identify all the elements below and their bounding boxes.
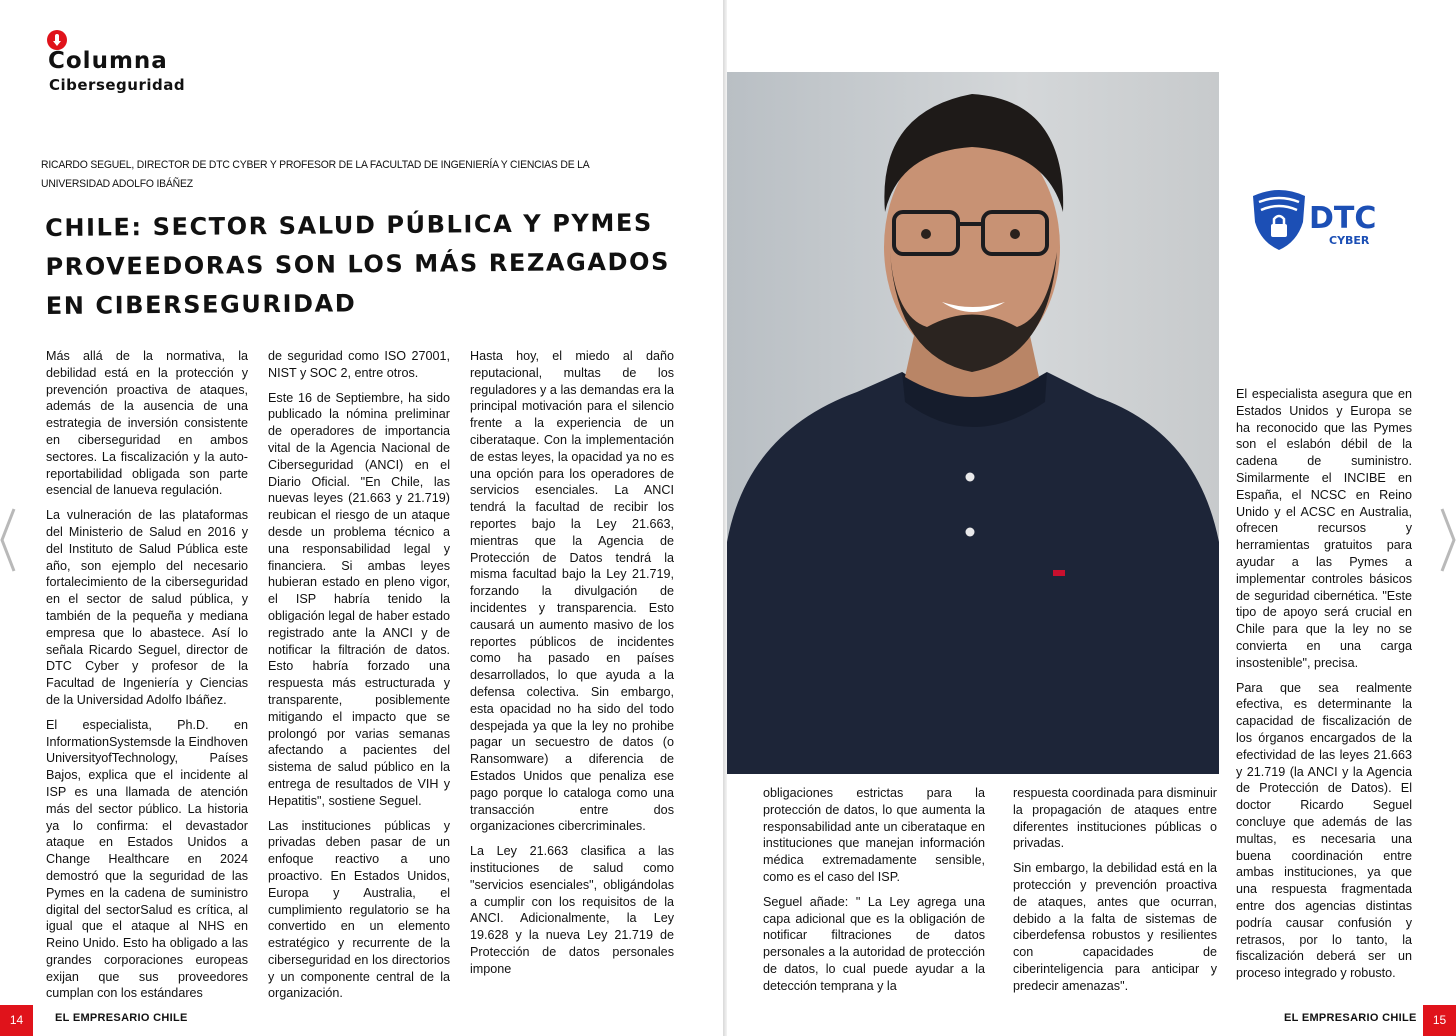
paragraph: respuesta coordinada para disminuir la propagación de ataques entre diferentes instituciones públicas o privadas. xyxy=(1013,786,1217,851)
paragraph: La Ley 21.663 clasifica a las instituciones de salud como "servicios esenciales", obligándolas a cumplir con los requisitos de la ANCI. Adicionalmente, la Ley 19.628 y la nueva Ley 21.719 de Protección de datos personales impone xyxy=(470,844,674,976)
paragraph: El especialista asegura que en Estados Unidos y Europa se ha reconocido que las Pymes son el eslabón débil de la cadena de suministro. Similarmente el INCIBE en España, el NCSC en Reino Unido y el ACSC en Australia, ofrecen recursos y herramientas gratuitos para ayudar a las Pymes a implementar controles básicos de seguridad cibernética. "Este tipo de apoyo será crucial en Chile para que la ley no se convierta en una carga insostenible", precisa. xyxy=(1236,387,1412,670)
paragraph: Más allá de la normativa, la debilidad está en la protección y prevención proactiva de ataques, además de la ausencia de una estrategia de inversión consistente en ciberseguridad en ambos sectores. La fiscalización y la auto-reportabilidad obligada son parte esencial de lanueva regulación. xyxy=(46,349,248,498)
paragraph: Para que sea realmente efectiva, es determinante la capacidad de fiscalización de los órganos encargados de la efectividad de las leyes 21.663 y 21.719 (la ANCI y la Agencia de Protección de Datos). El doctor Ricardo Seguel concluye que además de las multas, es necesaria una buena coordinación entre ambas instituciones, ya que una respuesta fragmentada entre dos agencias distintas podría causar confusión y retrasos, por lo tanto, la fiscalización deberá ser un proceso integrado y robusto. xyxy=(1236,680,1412,981)
column-title: Columna xyxy=(48,48,168,74)
column-subtitle: Ciberseguridad xyxy=(49,76,186,94)
dtc-cyber-logo xyxy=(1249,186,1389,252)
paragraph: La vulneración de las plataformas del Ministerio de Salud en 2016 y del Instituto de Salud Pública este año, son ejemplo del necesario fortalecimiento de la ciberseguridad en el sector de salud pública, y también de la pequeña y mediana empresa que lo abastece. Así lo señala Ricardo Seguel, director de DTC Cyber y profesor de la Facultad de Ingeniería y Ciencias de la Universidad Adolfo Ibáñez. xyxy=(46,508,248,707)
left-page xyxy=(0,0,723,1036)
paragraph: obligaciones estrictas para la protección de datos, lo que aumenta la responsabilidad ante un ciberataque en instituciones que manejan información médica extremadamente sensible, como es el caso del ISP. xyxy=(763,786,985,884)
paragraph: Hasta hoy, el miedo al daño reputacional, multas de los reguladores y a las demandas era la principal motivación para el silencio frente a la experiencia de un ciberataque. Con la implementación de estas leyes, la opacidad ya no es una opción para los operadores de servicios esenciales. La ANCI tendrá la facultad de recibir los reportes bajo la Ley 21.663, mientras que la Agencia de Protección de Datos tendrá la misma facultad bajo la Ley 21.719, forzando la divulgación de incidentes y transparencia. Esto causará un aumento masivo de los reportes públicos de incidentes como ha pasado en países desarrollados, lo que ayuda a la defensa colectiva. Sin embargo, esta opacidad no ha sido del todo despejada ya que la ley no prohibe pagar un secuestro de datos (o Ransomware) a diferencia de Estados Unidos que penaliza ese pago porque lo cataloga como una transacción entre dos organizaciones cibercriminales. xyxy=(470,349,674,834)
article-column-4 xyxy=(763,785,985,1003)
author-portrait-photo xyxy=(727,72,1219,774)
right-page xyxy=(727,0,1456,1036)
previous-page-arrow-icon[interactable] xyxy=(0,505,18,575)
paragraph: Sin embargo, la debilidad está en la protección y prevención proactiva de ataques, antes que ocurran, debido a la falta de sistemas de ciberdefensa robustos y resilientes con capacidades de ciberinteligencia para anticipar y predecir amenazas". xyxy=(1013,861,1217,993)
article-column-2 xyxy=(268,348,450,1010)
author-byline: RICARDO SEGUEL, DIRECTOR DE DTC CYBER Y PROFESOR DE LA FACULTAD DE INGENIERÍA Y CIENCIAS DE LA UNIVERSIDAD ADOLFO IBÁÑEZ xyxy=(41,159,589,190)
paragraph: El especialista, Ph.D. en InformationSystemsde la Eindhoven UniversityofTechnology, Países Bajos, explica que el incidente al ISP es una llamada de atención más del sector público. La historia ya lo confirma: el devastador ataque en Estados Unidos a Change Healthcare en 2024 demostró que la seguridad de las Pymes en la cadena de suministro digital del sectorSalud es crítica, al igual que el ataque al NHS en Reino Unido. Esto ha obligado a las grandes corporaciones europeas exijan que sus proveedores cumplan con los estándares xyxy=(46,717,248,1001)
paragraph: Seguel añade: " La Ley agrega una capa adicional que es la obligación de notificar filtraciones de datos personales a la autoridad de protección de datos, lo cual puede ayudar a la detección temprana y la xyxy=(763,894,985,993)
article-column-3 xyxy=(470,348,674,985)
article-column-5 xyxy=(1013,785,1217,1003)
location-pin-icon xyxy=(47,30,67,50)
paragraph: Las instituciones públicas y privadas deben pasar de un enfoque reactivo a uno proactivo. En Estados Unidos, Europa y Australia, el cumplimiento regulatorio se ha convertido en un elemento estratégico y recurrente de la ciberseguridad en los directorios y un componente central de la organización. xyxy=(268,818,450,1001)
article-headline: CHILE: SECTOR SALUD PÚBLICA Y PYMES PROVEEDORAS SON LOS MÁS REZAGADOS EN CIBERSEGURIDAD xyxy=(45,208,671,320)
logo-subtext: CYBER xyxy=(1329,234,1370,247)
logo-wordmark: DTC xyxy=(1309,201,1377,236)
footer-magazine-title-right: EL EMPRESARIO CHILE xyxy=(1284,1012,1417,1024)
portrait-illustration xyxy=(727,72,1219,774)
article-column-1 xyxy=(46,348,248,1010)
next-page-arrow-icon[interactable] xyxy=(1438,505,1456,575)
paragraph: Este 16 de Septiembre, ha sido publicado la nómina preliminar de operadores de importancia vital de la Agencia Nacional de Ciberseguridad (ANCI) en el Diario Oficial. "En Chile, las nuevas leyes (21.663 y 21.719) reubican el riesgo de un ataque desde un problema técnico a una responsabilidad legal y financiera. Si ambas leyes hubieran estado en pleno vigor, el ISP habría tenido la obligación legal de haber estado registrado ante la ANCI y de notificar la filtración de datos. Esto habría forzado una respuesta más estructurada y transparente, posiblemente mitigando el impacto que se prolongó por varias semanas afectando a pacientes del sistema de salud público en la entrega de resultados de VIH y Hepatitis", sostiene Seguel. xyxy=(268,390,450,808)
paragraph: de seguridad como ISO 27001, NIST y SOC 2, entre otros. xyxy=(268,349,450,380)
footer-magazine-title-left: EL EMPRESARIO CHILE xyxy=(55,1012,188,1024)
page-number-right: 15 xyxy=(1423,1005,1456,1036)
article-column-6 xyxy=(1236,386,1412,990)
page-number-left: 14 xyxy=(0,1005,33,1036)
